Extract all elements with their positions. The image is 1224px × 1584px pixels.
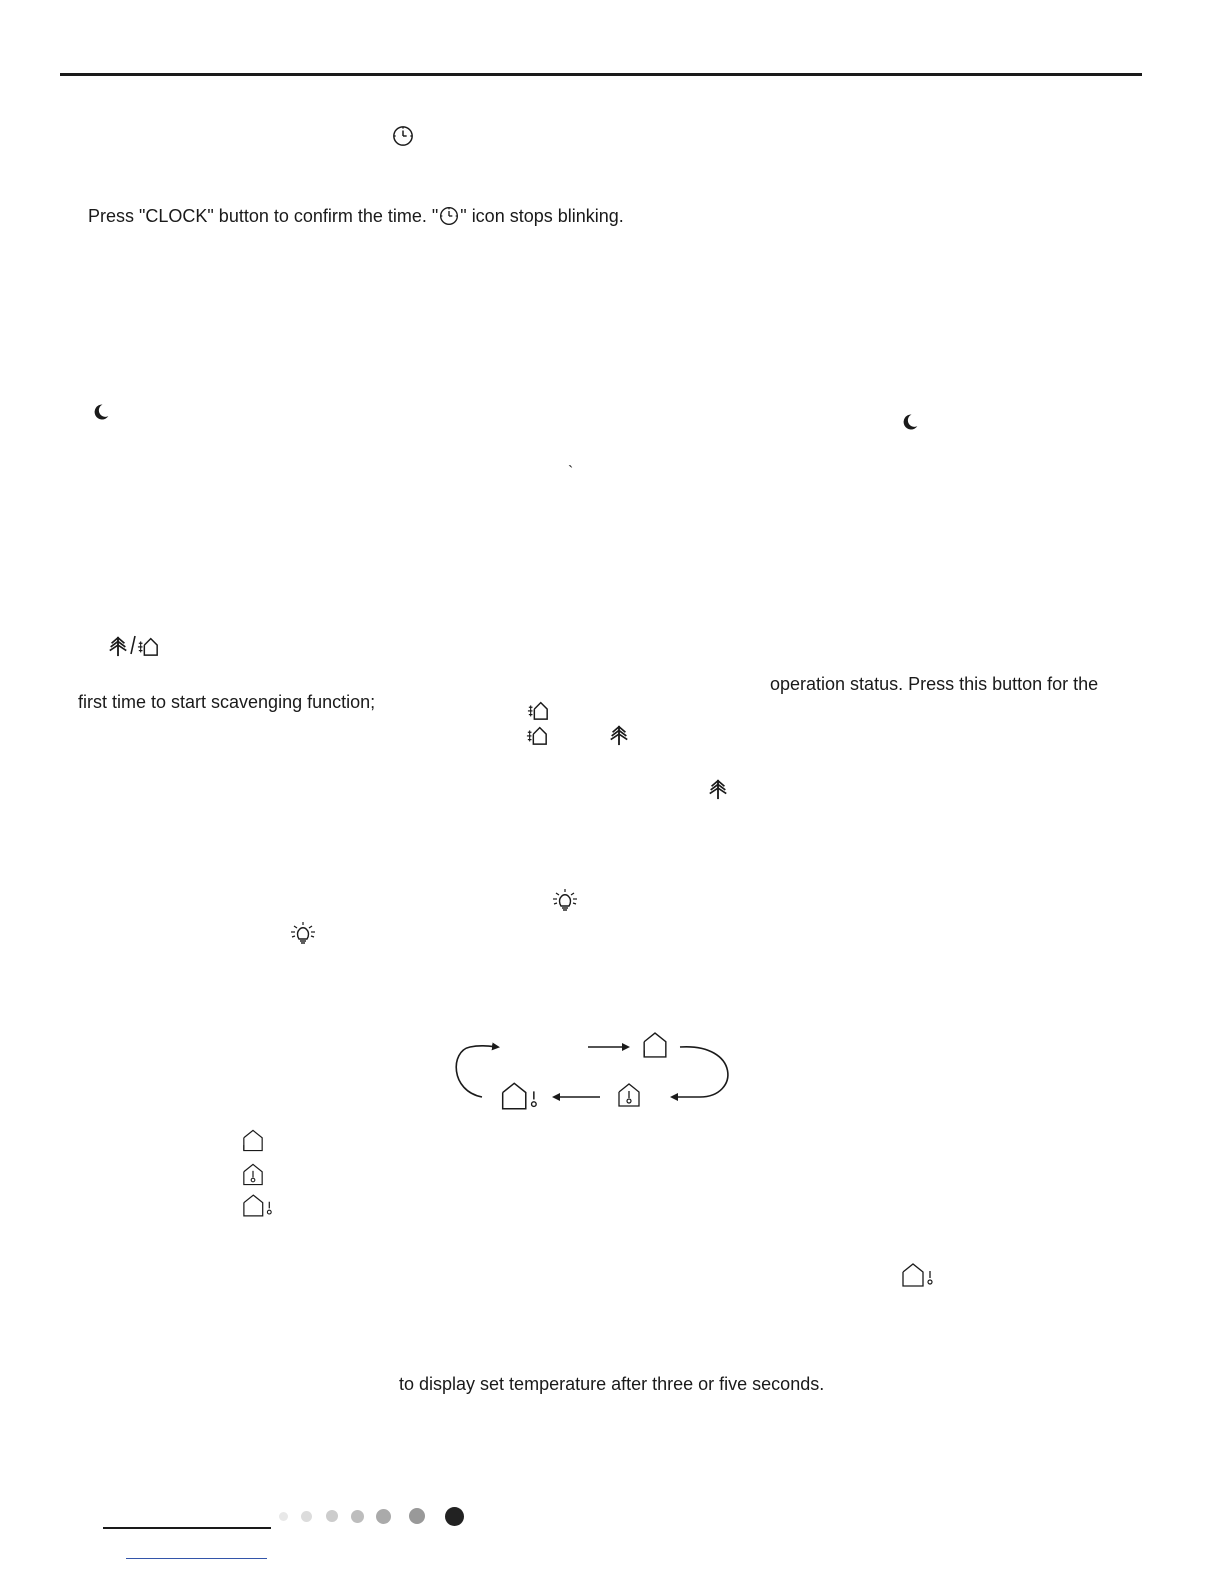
stray-mark: `	[568, 464, 574, 481]
house-thermometer-icon	[617, 1080, 641, 1110]
moon-icon	[899, 412, 919, 432]
house-icon	[242, 1128, 264, 1153]
light-bulb-icon	[549, 889, 581, 913]
tree-icon	[608, 723, 630, 747]
header-rule	[60, 73, 1142, 76]
footer-dot	[279, 1512, 288, 1521]
cycle-arrow-right-loop	[672, 1047, 728, 1097]
house-outdoor-thermometer-icon	[500, 1081, 540, 1111]
scavenging-text-right: operation status. Press this button for the	[770, 674, 1099, 694]
temperature-cycle-diagram	[450, 1025, 735, 1120]
footer-dot	[376, 1509, 391, 1524]
footer-dot	[326, 1510, 338, 1522]
clock-confirm-after: " icon stops blinking.	[460, 206, 624, 226]
light-bulb-icon	[287, 922, 319, 946]
tree-icon	[707, 777, 729, 801]
footer-dot	[301, 1511, 312, 1522]
scavenging-text-left: first time to start scavenging function;	[78, 692, 376, 712]
house-thermometer-icon	[242, 1162, 264, 1187]
footer-link-underline	[126, 1558, 267, 1559]
footer-rule	[103, 1527, 271, 1529]
clock-confirm-before: Press "CLOCK" button to confirm the time. "	[88, 206, 439, 226]
house-icon	[642, 1030, 668, 1060]
clock-icon	[392, 125, 414, 147]
temperature-cycle-svg	[450, 1025, 735, 1120]
moon-icon	[90, 402, 110, 422]
house-fan-icon	[527, 699, 549, 721]
footer-dot	[351, 1510, 364, 1523]
temperature-display-text: to display set temperature after three or five seconds.	[399, 1374, 825, 1394]
footer-dot-active	[445, 1507, 464, 1526]
footer-dot	[409, 1508, 425, 1524]
house-outdoor-thermometer-icon	[242, 1193, 274, 1218]
house-fan-icon	[137, 635, 159, 657]
clock-icon	[439, 206, 459, 226]
cycle-arrow-left-loop	[456, 1046, 498, 1097]
house-fan-icon	[526, 724, 548, 746]
tree-icon	[107, 634, 129, 658]
footer-progress-dots	[278, 1506, 468, 1528]
slash-divider	[130, 634, 136, 656]
clock-confirm-text	[88, 205, 624, 227]
house-outdoor-thermometer-icon	[901, 1262, 935, 1288]
